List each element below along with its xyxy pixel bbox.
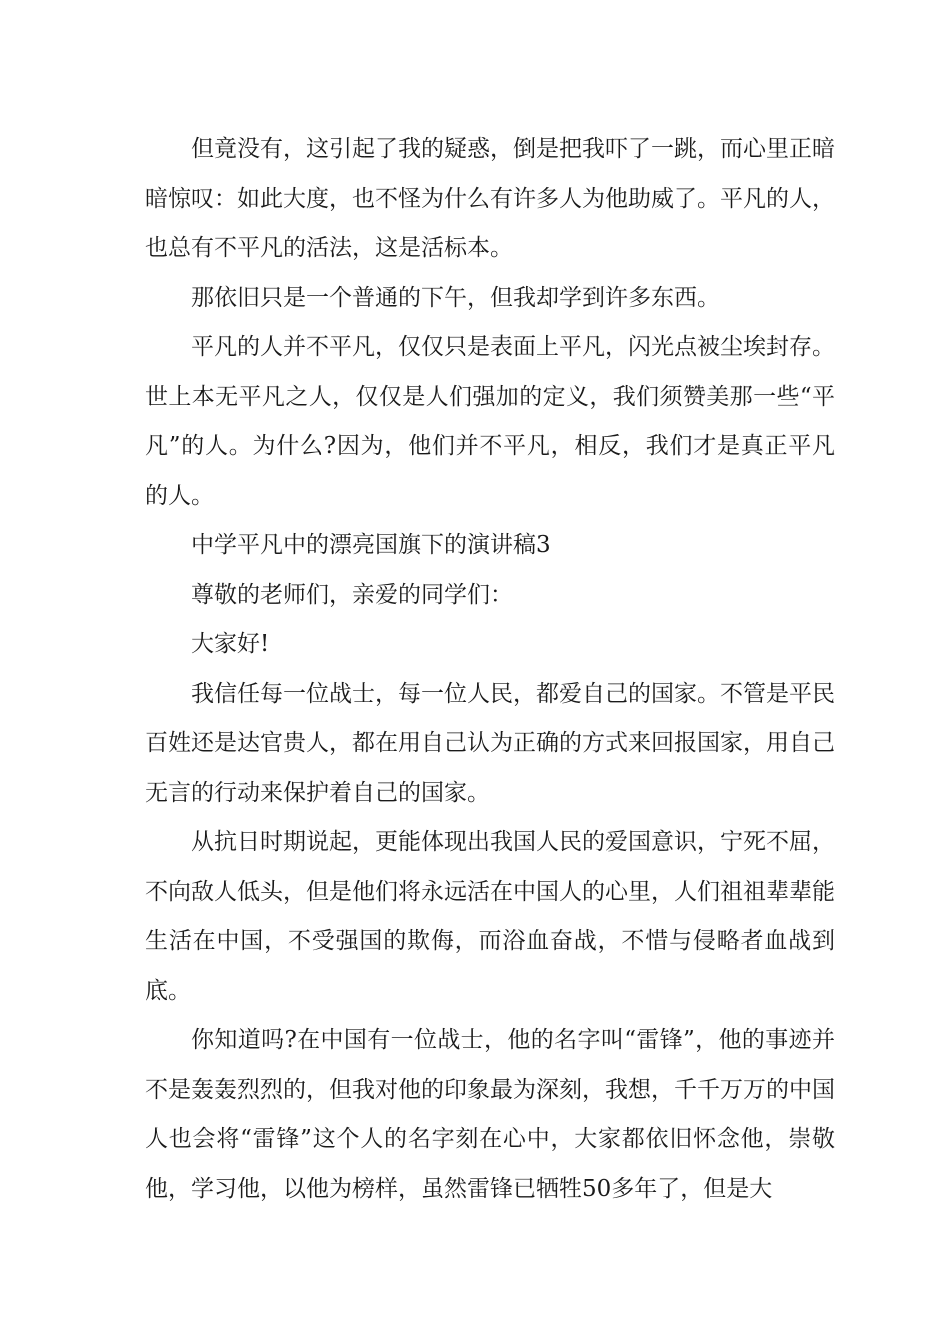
paragraph: 我信任每一位战士，每一位人民，都爱自己的国家。不管是平民百姓还是达官贵人，都在用自己认为正确的方式来回报国家，用自己无言的行动来保护着自己的国家。 (145, 680, 835, 806)
paragraph: 从抗日时期说起，更能体现出我国人民的爱国意识，宁死不屈，不向敌人低头，但是他们将永远活在中国人的心里，人们祖祖辈辈能生活在中国，不受强国的欺侮，而浴血奋战，不惜与侵略者血战到底。 (145, 829, 835, 1004)
salutation: 尊敬的老师们，亲爱的同学们： (191, 581, 513, 608)
document-body (145, 125, 835, 1214)
greeting: 大家好! (191, 631, 270, 657)
paragraph: 但竟没有，这引起了我的疑惑，倒是把我吓了一跳，而心里正暗暗惊叹：如此大度，也不怪为什么有许多人为他助威了。平凡的人，也总有不平凡的活法，这是活标本。 (145, 136, 835, 261)
section-heading: 中学平凡中的漂亮国旗下的演讲稿3 (191, 532, 551, 558)
paragraph: 你知道吗?在中国有一位战士，他的名字叫“雷锋”，他的事迹并不是轰轰烈烈的，但我对他的印象最为深刻，我想，千千万万的中国人也会将“雷锋”这个人的名字刻在心中，大家都依旧怀念他，崇敬他，学习他，以他为榜样，虽然雷锋已牺牲50多年了，但是大 (145, 1027, 835, 1202)
paragraph: 那依旧只是一个普通的下午，但我却学到许多东西。 (191, 284, 720, 311)
paragraph: 平凡的人并不平凡，仅仅只是表面上平凡，闪光点被尘埃封存。世上本无平凡之人，仅仅是人们强加的定义，我们须赞美那一些“平凡”的人。为什么?因为，他们并不平凡，相反，我们才是真正平凡的人。 (145, 334, 835, 509)
